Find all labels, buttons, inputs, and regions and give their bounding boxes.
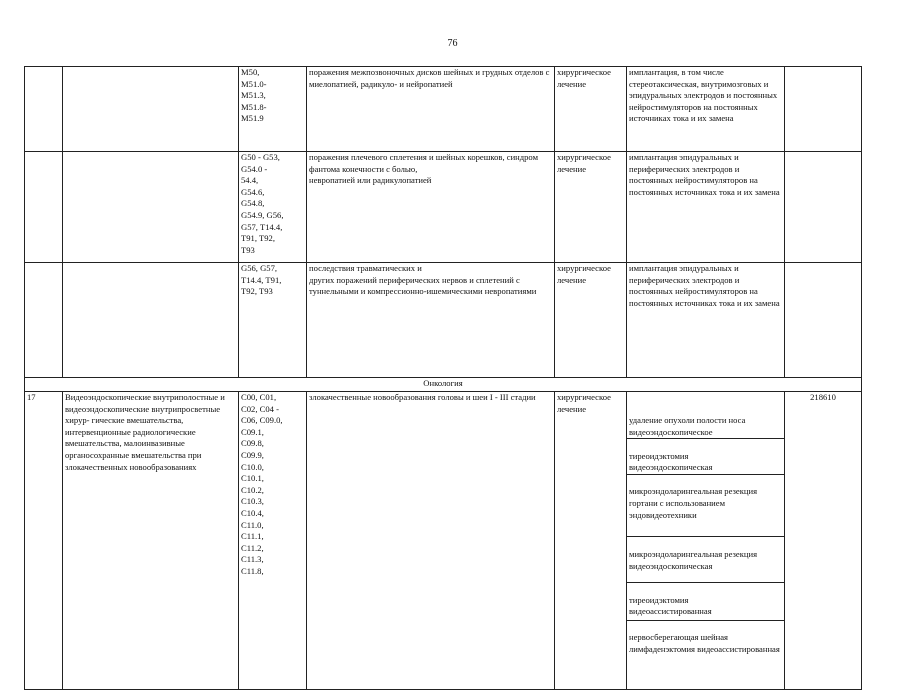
medical-care-table <box>24 66 862 690</box>
price-cell <box>785 67 862 152</box>
price-cell <box>785 152 862 263</box>
row-number-cell <box>25 152 63 263</box>
treatment-method-item: микроэндоларингеальная резекция гортани с использованием эндовидеотехники <box>627 486 784 537</box>
care-type-cell <box>63 67 239 152</box>
condition-cell: злокачественные новообразования головы и шеи I - III стадии <box>307 392 555 690</box>
condition-cell: последствия травматических и других поражений периферических нервов и сплетений с туннельными и компрессионно-ишемическими невропатиями <box>307 263 555 378</box>
table-row <box>25 392 862 690</box>
care-type-cell <box>63 152 239 263</box>
treatment-method-cell: имплантация эпидуральных и периферических электродов и постоянных нейростимуляторов на постоянных источниках тока и их замена <box>627 263 785 378</box>
treatment-method-item: удаление опухоли полости носа видеоэндоскопическое <box>627 415 784 439</box>
icd-code-cell: G50 - G53, G54.0 - 54.4, G54.6, G54.8, G54.9, G56, G57, T14.4, T91, T92, T93 <box>239 152 307 263</box>
treatment-type-cell: хирургическое лечение <box>555 392 627 690</box>
treatment-method-item: микроэндоларингеальная резекция видеоэндоскопическая <box>627 549 784 583</box>
icd-code-cell: C00, C01, C02, C04 - C06, C09.0, C09.1, C09.8, C09.9, C10.0, C10.1, C10.2, C10.3, C10.4, C11.0, C11.1, C11.2, C11.3, C11.8, <box>239 392 307 690</box>
treatment-type-cell: хирургическое лечение <box>555 67 627 152</box>
treatment-method-cell: имплантация эпидуральных и периферических электродов и постоянных нейростимуляторов на постоянных источниках тока и их замена <box>627 152 785 263</box>
treatment-method-cell: имплантация, в том числе стереотаксическая, внутримозговых и эпидуральных электродов и постоянных нейростимуляторов на постоянных источниках тока и их замена <box>627 67 785 152</box>
treatment-type-cell: хирургическое лечение <box>555 152 627 263</box>
care-type-cell: Видеоэндоскопические внутриполостные и видеоэндоскопические внутрипросветные хирур- гические вмешательства, интервенционные радиологические вмешательства, малоинвазивные органосохранные вмешательства при злокачественных новообразованиях <box>63 392 239 690</box>
treatment-method-item: тиреоидэктомия видеоэндоскопическая <box>627 451 784 475</box>
table-row <box>25 67 862 152</box>
row-number-cell <box>25 263 63 378</box>
section-title: Онкология <box>25 378 862 392</box>
row-number-cell <box>25 67 63 152</box>
treatment-method-list <box>629 404 782 678</box>
table-row <box>25 263 862 378</box>
icd-code-cell: M50, M51.0- M51.3, M51.8- M51.9 <box>239 67 307 152</box>
icd-code-cell: G56, G57, T14.4, T91, T92, T93 <box>239 263 307 378</box>
condition-cell: поражения плечевого сплетения и шейных корешков, синдром фантома конечности с болью, невропатией или радикулопатией <box>307 152 555 263</box>
care-type-cell <box>63 263 239 378</box>
treatment-type-cell: хирургическое лечение <box>555 263 627 378</box>
treatment-method-item: нервосберегающая шейная лимфаденэктомия видеоассистированная <box>629 632 780 654</box>
row-number-cell: 17 <box>25 392 63 690</box>
page-number: 76 <box>447 38 458 49</box>
table-row <box>25 152 862 263</box>
treatment-method-item: тиреоидэктомия видеоассистированная <box>627 595 784 621</box>
condition-cell: поражения межпозвоночных дисков шейных и грудных отделов с миелопатией, радикуло- и нейропатией <box>307 67 555 152</box>
treatment-method-cell <box>627 392 785 690</box>
section-header-row <box>25 378 862 392</box>
price-cell <box>785 263 862 378</box>
price-cell: 218610 <box>785 392 862 690</box>
